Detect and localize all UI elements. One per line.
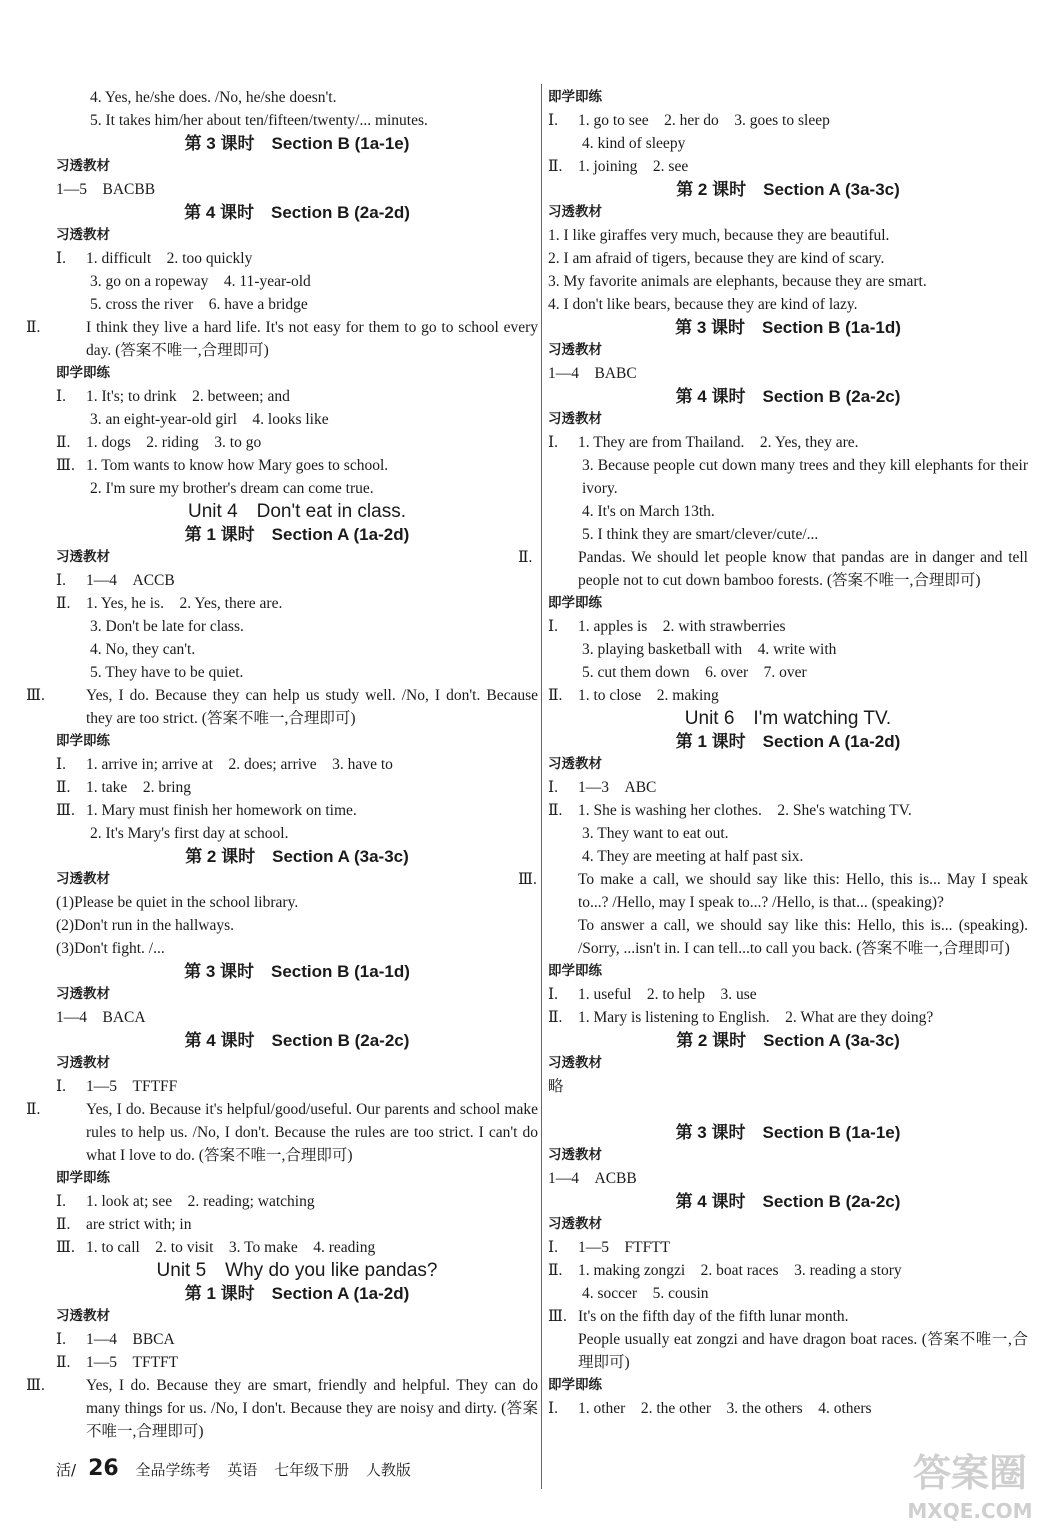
answer-text: 1. take 2. bring xyxy=(86,779,192,796)
answer-text: 1—5 TFTFT xyxy=(86,1354,179,1371)
watermark-logo xyxy=(905,1440,1035,1528)
footer-edition: 人教版 xyxy=(365,1461,411,1479)
answer-line: 3. playing basketball with 4. write with xyxy=(582,641,837,658)
answer-line xyxy=(548,1236,1028,1259)
answer-line xyxy=(56,1075,538,1098)
roman-numeral: Ⅲ. xyxy=(56,457,75,474)
answer-line: 5. cut them down 6. over 7. over xyxy=(582,664,807,681)
answer-line: 4. I don't like bears, because they are kind of lazy. xyxy=(548,296,858,313)
lesson-heading: 第 1 课时 Section A (1a-2d) xyxy=(184,1284,410,1303)
lesson-heading: 第 4 课时 Section B (2a-2d) xyxy=(184,203,410,222)
lesson-heading: 第 4 课时 Section B (2a-2c) xyxy=(184,1031,410,1050)
roman-numeral: Ⅲ. xyxy=(26,687,45,704)
roman-numeral: Ⅰ. xyxy=(548,1400,558,1417)
lesson-heading: 第 2 课时 Section A (3a-3c) xyxy=(676,180,900,199)
right-column xyxy=(518,86,1028,1420)
section-label: 习透教材 xyxy=(548,204,602,220)
answer-line: 1—4 ACBB xyxy=(548,1170,637,1187)
answer-line: 1. I like giraffes very much, because they are beautiful. xyxy=(548,227,890,244)
answer-line xyxy=(548,1259,1028,1282)
answer-line xyxy=(548,431,1028,454)
page-number: 26 xyxy=(88,1456,119,1481)
roman-numeral: Ⅱ. xyxy=(548,687,563,704)
roman-numeral: Ⅰ. xyxy=(548,1239,558,1256)
answer-text: 1. other 2. the other 3. the others 4. others xyxy=(578,1400,872,1417)
answer-text: 1. dogs 2. riding 3. to go xyxy=(86,434,262,451)
answer-text: 1. difficult 2. too quickly xyxy=(86,250,253,267)
roman-numeral: Ⅱ. xyxy=(26,1101,41,1118)
roman-numeral: Ⅰ. xyxy=(56,1193,66,1210)
footer-brand: 全品学练考 xyxy=(135,1461,211,1479)
unit-heading: Unit 4 Don't eat in class. xyxy=(188,501,406,522)
answer-line: 5. It takes him/her about ten/fifteen/twenty/... minutes. xyxy=(90,112,428,129)
answer-line xyxy=(56,1213,538,1236)
answer-line: 5. cross the river 6. have a bridge xyxy=(90,296,308,313)
answer-text: 1. go to see 2. her do 3. goes to sleep xyxy=(578,112,830,129)
answer-line xyxy=(548,799,1028,822)
section-label: 习透教材 xyxy=(548,756,602,772)
answer-line xyxy=(518,868,1028,914)
answer-line: 4. They are meeting at half past six. xyxy=(582,848,804,865)
answer-line: 3. They want to eat out. xyxy=(582,825,729,842)
column-divider xyxy=(541,84,542,1489)
section-label: 习透教材 xyxy=(548,1216,602,1232)
section-label: 习透教材 xyxy=(56,158,110,174)
answer-text: 1. apples is 2. with strawberries xyxy=(578,618,786,635)
section-label: 习透教材 xyxy=(548,1055,602,1071)
footer-subject: 英语 xyxy=(227,1461,258,1479)
answer-line: (2)Don't run in the hallways. xyxy=(56,917,234,934)
section-label: 习透教材 xyxy=(56,549,110,565)
answer-text: 1. useful 2. to help 3. use xyxy=(578,986,757,1003)
answer-line: 3. go on a ropeway 4. 11-year-old xyxy=(90,273,311,290)
section-label: 即学即练 xyxy=(548,963,602,979)
roman-numeral: Ⅰ. xyxy=(56,1078,66,1095)
answer-text: 1. to close 2. making xyxy=(578,687,719,704)
answer-line xyxy=(548,1006,1028,1029)
roman-numeral: Ⅱ. xyxy=(26,319,41,336)
roman-numeral: Ⅰ. xyxy=(56,572,66,589)
answer-text: 1—4 ACCB xyxy=(86,572,175,589)
answer-line xyxy=(26,316,538,362)
watermark-line1: 答案圈 xyxy=(912,1451,1028,1495)
answer-line xyxy=(56,753,538,776)
unit-heading: Unit 6 I'm watching TV. xyxy=(684,708,892,729)
answer-text: 1—5 FTFTT xyxy=(578,1239,671,1256)
roman-numeral: Ⅱ. xyxy=(56,1216,71,1233)
roman-numeral: Ⅱ. xyxy=(56,779,71,796)
roman-numeral: Ⅰ. xyxy=(548,112,558,129)
lesson-heading: 第 4 课时 Section B (2a-2c) xyxy=(675,1192,901,1211)
answer-line xyxy=(26,1098,538,1167)
roman-numeral: Ⅰ. xyxy=(548,618,558,635)
answer-line: To answer a call, we should say like this: Hello, this is... (speaking). /Sorry, ...isn't in. I can tell...to call you back. (答案不唯一,合理即可) xyxy=(578,917,1028,957)
answer-line xyxy=(56,592,538,615)
answer-line xyxy=(518,546,1028,592)
answer-text: 1. It's; to drink 2. between; and xyxy=(86,388,290,405)
answer-text: To make a call, we should say like this: Hello, this is... May I speak to...? /Hello, may I speak to...? /Hello, is that... (speaking)? xyxy=(578,871,1028,911)
section-label: 习透教材 xyxy=(548,342,602,358)
answer-text: 1. Mary must finish her homework on time. xyxy=(86,802,357,819)
section-label: 习透教材 xyxy=(56,986,110,1002)
answer-line: 1—5 BACBB xyxy=(56,181,156,198)
answer-line: 4. It's on March 13th. xyxy=(582,503,715,520)
answer-text: 1. look at; see 2. reading; watching xyxy=(86,1193,315,1210)
section-label: 即学即练 xyxy=(548,89,602,105)
roman-numeral: Ⅱ. xyxy=(548,158,563,175)
blank-line xyxy=(548,1098,1028,1121)
roman-numeral: Ⅰ. xyxy=(548,434,558,451)
answer-line: 4. Yes, he/she does. /No, he/she doesn't. xyxy=(90,89,337,106)
answer-line: 3. My favorite animals are elephants, because they are smart. xyxy=(548,273,927,290)
roman-numeral: Ⅲ. xyxy=(548,1308,567,1325)
roman-numeral: Ⅰ. xyxy=(548,986,558,1003)
answer-text: 1. Mary is listening to English. 2. What are they doing? xyxy=(578,1009,934,1026)
roman-numeral: Ⅱ. xyxy=(56,434,71,451)
answer-text: I think they live a hard life. It's not easy for them to go to school every day. (答案不唯一,合理即可) xyxy=(86,319,538,359)
answer-text: 1. Yes, he is. 2. Yes, there are. xyxy=(86,595,283,612)
answer-text: Pandas. We should let people know that pandas are in danger and tell people not to cut down bamboo forests. (答案不唯一,合理即可) xyxy=(578,549,1028,589)
section-label: 习透教材 xyxy=(56,1055,110,1071)
section-label: 即学即练 xyxy=(56,1170,110,1186)
answer-line xyxy=(548,615,1028,638)
answer-text: 1. Tom wants to know how Mary goes to school. xyxy=(86,457,389,474)
answer-line xyxy=(56,1190,538,1213)
answer-text: 1. joining 2. see xyxy=(578,158,689,175)
section-label: 即学即练 xyxy=(56,365,110,381)
answer-line: 略 xyxy=(548,1078,564,1095)
answer-text: 1. They are from Thailand. 2. Yes, they are. xyxy=(578,434,859,451)
answer-text: It's on the fifth day of the fifth lunar month. xyxy=(578,1308,849,1325)
answer-text: are strict with; in xyxy=(86,1216,192,1233)
section-label: 习透教材 xyxy=(56,227,110,243)
watermark-line2: MXQE.COM xyxy=(907,1499,1033,1523)
answer-text: 1—5 TFTFF xyxy=(86,1078,178,1095)
section-label: 即学即练 xyxy=(548,1377,602,1393)
answer-line xyxy=(26,684,538,730)
section-label: 习透教材 xyxy=(56,1308,110,1324)
lesson-heading: 第 3 课时 Section B (1a-1e) xyxy=(675,1123,901,1142)
answer-line: 3. an eight-year-old girl 4. looks like xyxy=(90,411,329,428)
answer-line: 4. soccer 5. cousin xyxy=(582,1285,709,1302)
answer-line xyxy=(56,1351,538,1374)
roman-numeral: Ⅰ. xyxy=(56,388,66,405)
answer-line xyxy=(548,1397,1028,1420)
answer-line: 1—4 BABC xyxy=(548,365,637,382)
answer-line xyxy=(56,454,538,477)
answer-line: 2. It's Mary's first day at school. xyxy=(90,825,289,842)
section-label: 习透教材 xyxy=(548,1147,602,1163)
roman-numeral: Ⅰ. xyxy=(56,250,66,267)
answer-line: (3)Don't fight. /... xyxy=(56,940,165,957)
answer-line xyxy=(56,799,538,822)
roman-numeral: Ⅱ. xyxy=(548,802,563,819)
left-column xyxy=(26,86,538,1443)
answer-line xyxy=(56,776,538,799)
roman-numeral: Ⅱ. xyxy=(548,1009,563,1026)
section-label: 习透教材 xyxy=(56,871,110,887)
answer-line xyxy=(548,109,1028,132)
answer-line xyxy=(56,431,538,454)
answer-line: 3. Because people cut down many trees and they kill elephants for their ivory. xyxy=(582,457,1028,497)
answer-line xyxy=(548,1305,1028,1328)
section-label: 即学即练 xyxy=(548,595,602,611)
answer-text: Yes, I do. Because they can help us study well. /No, I don't. Because they are too strict. (答案不唯一,合理即可) xyxy=(86,687,538,727)
answer-text: 1. arrive in; arrive at 2. does; arrive 3. have to xyxy=(86,756,393,773)
lesson-heading: 第 1 课时 Section A (1a-2d) xyxy=(184,525,410,544)
roman-numeral: Ⅰ. xyxy=(56,1331,66,1348)
answer-line xyxy=(548,983,1028,1006)
answer-text: 1. to call 2. to visit 3. To make 4. reading xyxy=(86,1239,376,1256)
footer-prefix: 活/ xyxy=(56,1461,77,1479)
answer-line: 1—4 BACA xyxy=(56,1009,146,1026)
lesson-heading: 第 3 课时 Section B (1a-1d) xyxy=(675,318,901,337)
roman-numeral: Ⅲ. xyxy=(518,871,537,888)
answer-line: 2. I am afraid of tigers, because they are kind of scary. xyxy=(548,250,885,267)
roman-numeral: Ⅰ. xyxy=(56,756,66,773)
answer-text: 1. making zongzi 2. boat races 3. reading a story xyxy=(578,1262,902,1279)
unit-heading: Unit 5 Why do you like pandas? xyxy=(156,1260,438,1281)
answer-text: 1—3 ABC xyxy=(578,779,657,796)
section-label: 即学即练 xyxy=(56,733,110,749)
answer-line: 2. I'm sure my brother's dream can come true. xyxy=(90,480,374,497)
roman-numeral: Ⅲ. xyxy=(56,1239,75,1256)
answer-text: 1. She is washing her clothes. 2. She's watching TV. xyxy=(578,802,912,819)
answer-text: 1—4 BBCA xyxy=(86,1331,175,1348)
answer-text: Yes, I do. Because it's helpful/good/useful. Our parents and school make rules to help us. /No, I don't. Because the rules are too strict. I can't do what I love to do. (答案不唯一,合理即可) xyxy=(86,1101,538,1164)
page-footer xyxy=(56,1456,423,1481)
answer-line: 4. kind of sleepy xyxy=(582,135,686,152)
lesson-heading: 第 3 课时 Section B (1a-1e) xyxy=(184,134,410,153)
answer-line: 5. They have to be quiet. xyxy=(90,664,244,681)
lesson-heading: 第 3 课时 Section B (1a-1d) xyxy=(184,962,410,981)
lesson-heading: 第 1 课时 Section A (1a-2d) xyxy=(675,732,901,751)
answer-line xyxy=(548,155,1028,178)
roman-numeral: Ⅱ. xyxy=(548,1262,563,1279)
answer-line: 4. No, they can't. xyxy=(90,641,196,658)
answer-line: (1)Please be quiet in the school library. xyxy=(56,894,299,911)
roman-numeral: Ⅱ. xyxy=(518,549,533,566)
answer-line: People usually eat zongzi and have dragon boat races. (答案不唯一,合理即可) xyxy=(578,1331,1028,1371)
answer-text: Yes, I do. Because they are smart, friendly and helpful. They can do many things for us. /No, I don't. Because they are noisy and dirty. (答案不唯一,合理即可) xyxy=(86,1377,538,1440)
answer-line xyxy=(56,1328,538,1351)
answer-line xyxy=(56,247,538,270)
answer-line xyxy=(26,1374,538,1443)
answer-line xyxy=(56,569,538,592)
answer-line xyxy=(548,684,1028,707)
roman-numeral: Ⅱ. xyxy=(56,595,71,612)
lesson-heading: 第 2 课时 Section A (3a-3c) xyxy=(676,1031,900,1050)
lesson-heading: 第 4 课时 Section B (2a-2c) xyxy=(675,387,901,406)
roman-numeral: Ⅰ. xyxy=(548,779,558,796)
roman-numeral: Ⅱ. xyxy=(56,1354,71,1371)
lesson-heading: 第 2 课时 Section A (3a-3c) xyxy=(185,847,409,866)
section-label: 习透教材 xyxy=(548,411,602,427)
footer-grade: 七年级下册 xyxy=(274,1461,350,1479)
roman-numeral: Ⅲ. xyxy=(26,1377,45,1394)
answer-line xyxy=(56,385,538,408)
answer-line xyxy=(548,776,1028,799)
roman-numeral: Ⅲ. xyxy=(56,802,75,819)
answer-line: 5. I think they are smart/clever/cute/... xyxy=(582,526,819,543)
answer-line xyxy=(56,1236,538,1259)
answer-line: 3. Don't be late for class. xyxy=(90,618,244,635)
